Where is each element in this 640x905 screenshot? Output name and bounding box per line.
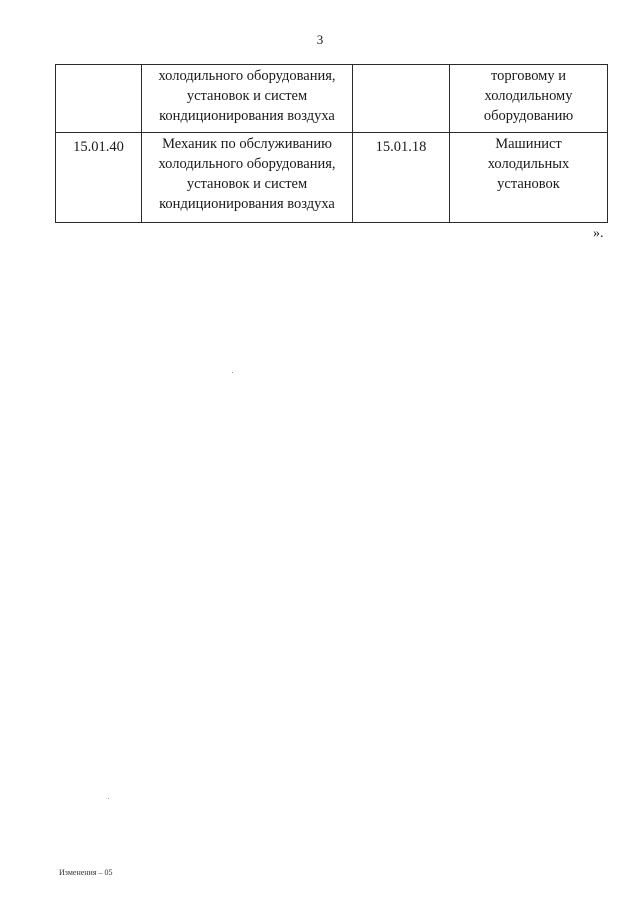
scan-speck bbox=[232, 372, 233, 373]
title-right-cell: Машинист холодильных установок bbox=[450, 133, 608, 223]
profession-table bbox=[55, 64, 608, 223]
closing-quote: ». bbox=[593, 226, 604, 241]
title-right-cell: торговому и холодильному оборудованию bbox=[450, 65, 608, 133]
footer-note: Изменения – 05 bbox=[59, 868, 113, 877]
page-number: 3 bbox=[316, 32, 324, 47]
code-right-cell: 15.01.18 bbox=[353, 133, 450, 223]
title-left-cell: Механик по обслуживанию холодильного оборудования, установок и систем кондиционирования воздуха bbox=[142, 133, 353, 223]
code-left-cell bbox=[56, 65, 142, 133]
code-right-cell bbox=[353, 65, 450, 133]
title-left-cell: холодильного оборудования, установок и систем кондиционирования воздуха bbox=[142, 65, 353, 133]
table-row bbox=[56, 133, 608, 223]
scan-speck bbox=[108, 798, 109, 799]
code-left-cell: 15.01.40 bbox=[56, 133, 142, 223]
table-row bbox=[56, 65, 608, 133]
